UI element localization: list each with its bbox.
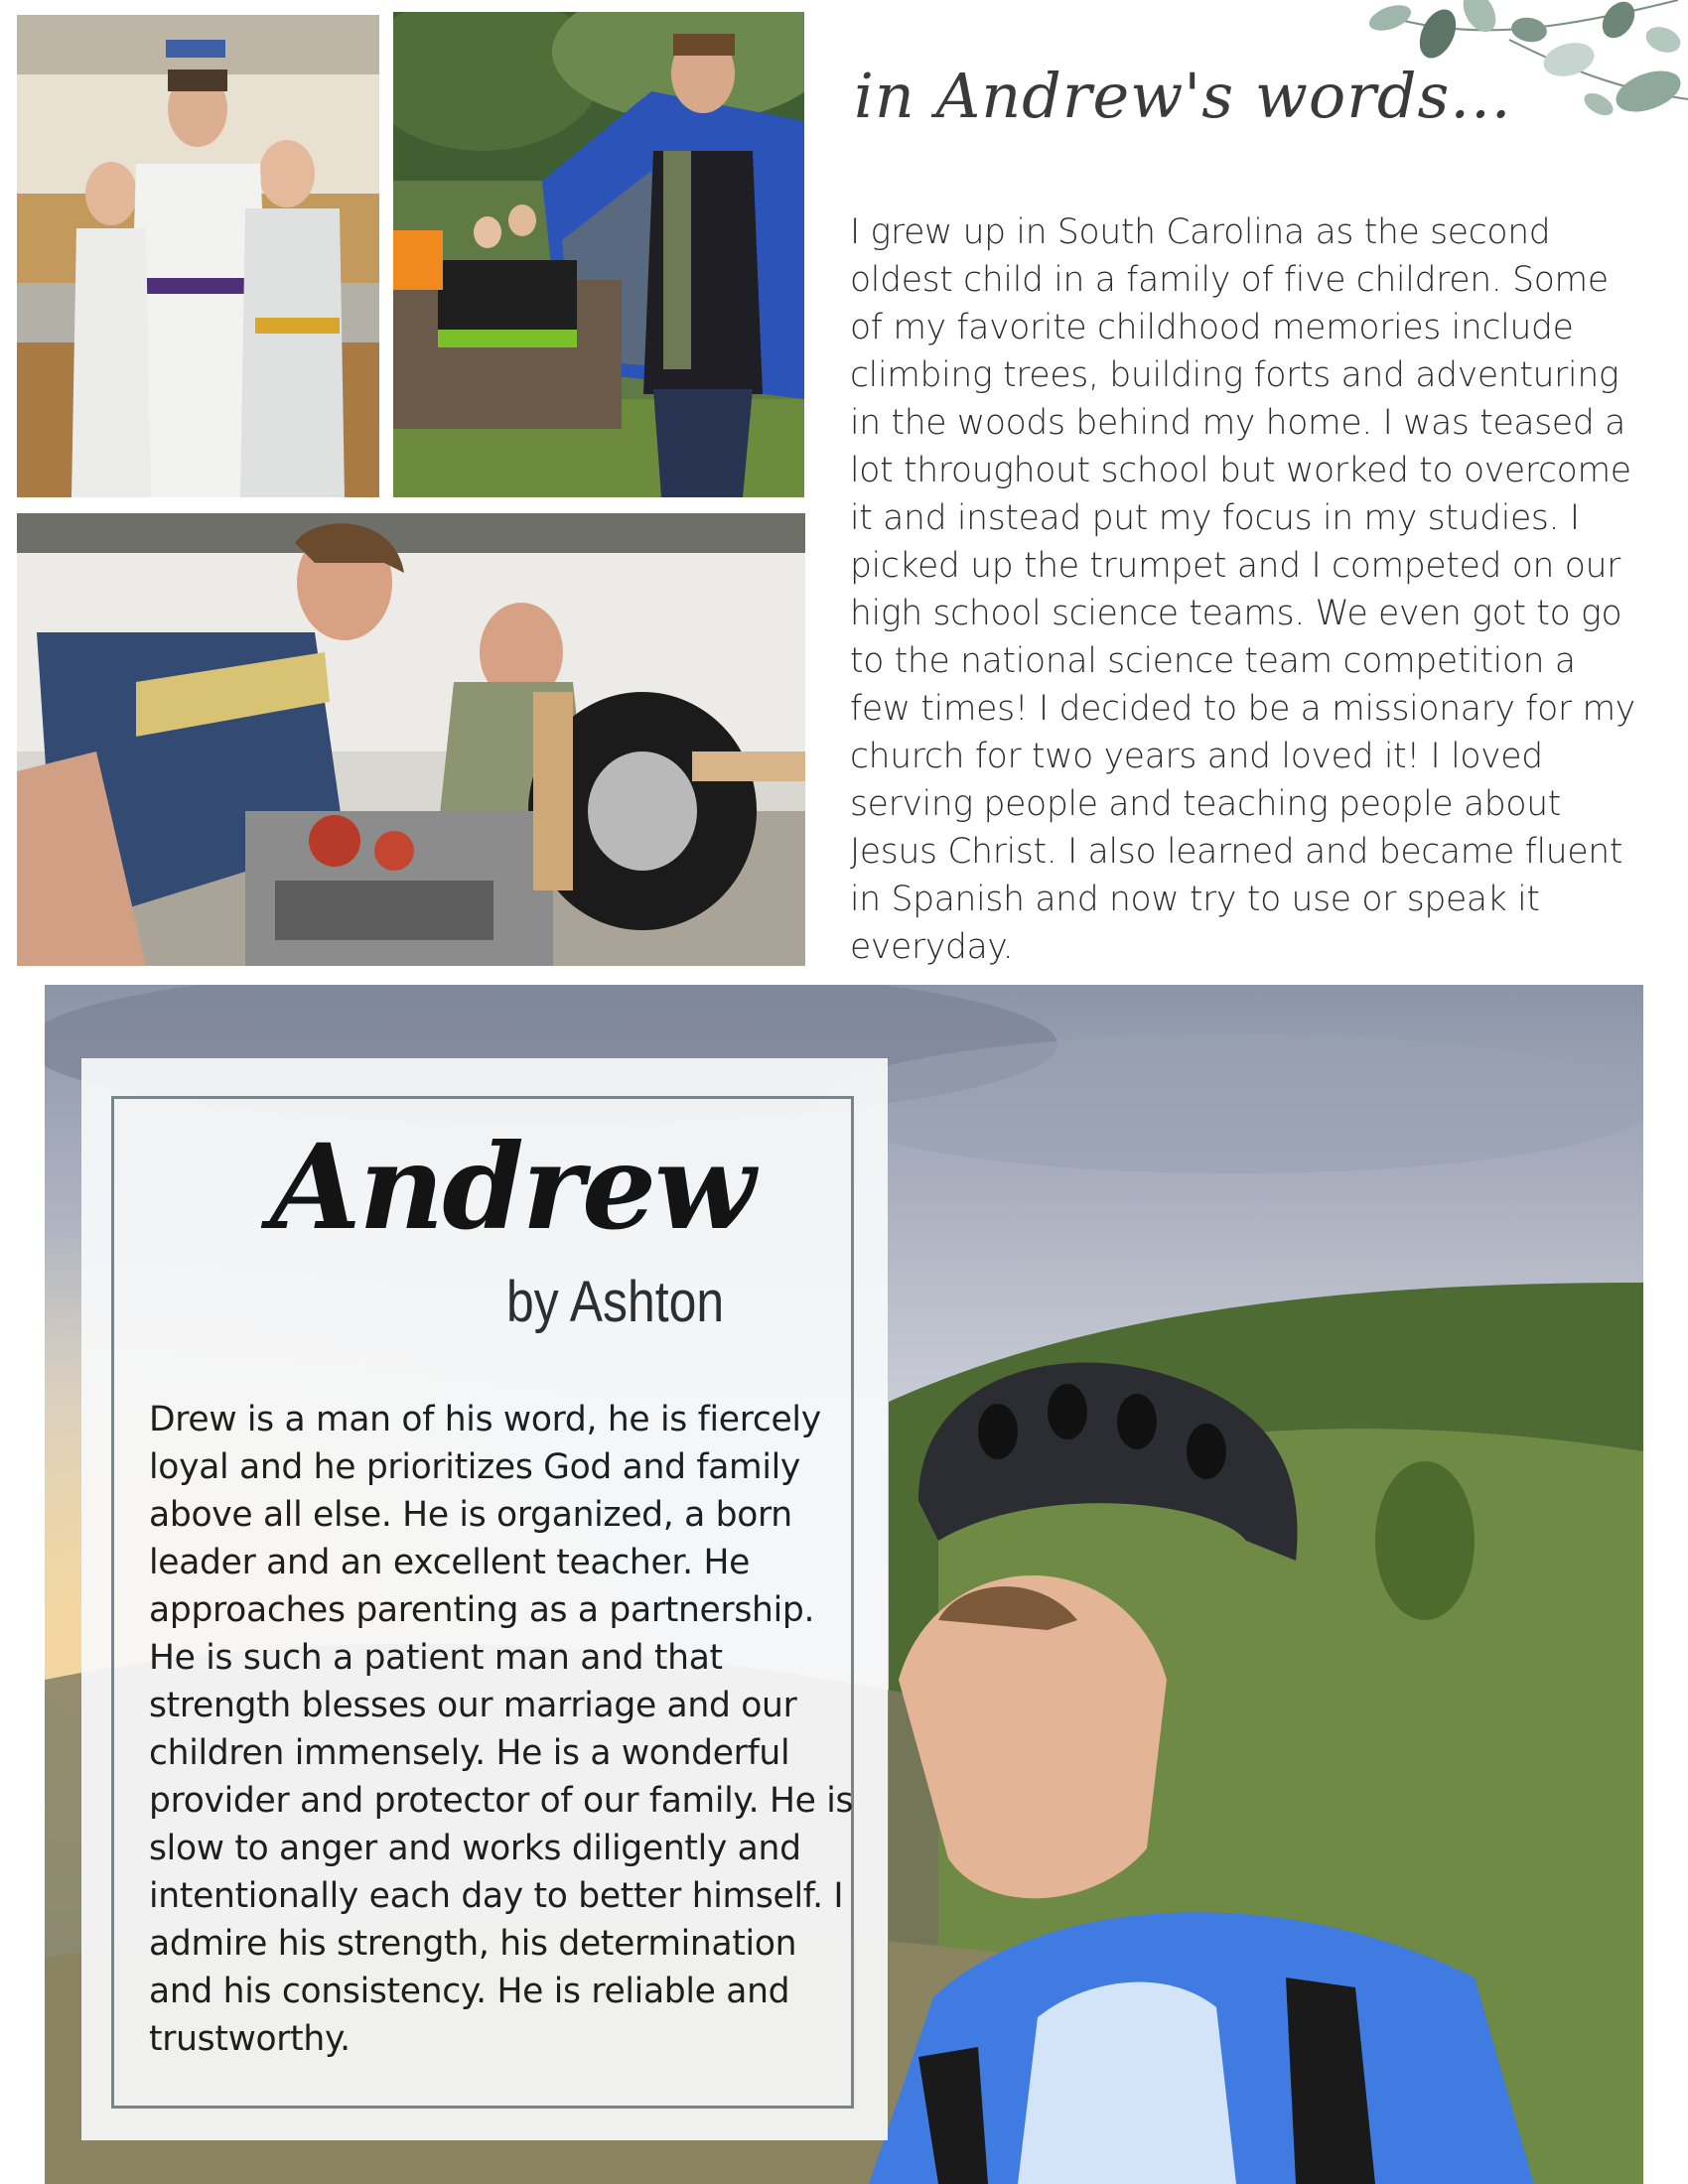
card-name-title: Andrew xyxy=(270,1118,754,1256)
photo-karate-family xyxy=(17,15,379,497)
photo-camping-tent xyxy=(393,12,804,497)
card-byline: by Ashton xyxy=(506,1270,725,1334)
tribute-card xyxy=(81,1058,888,2140)
card-tribute-text: Drew is a man of his word, he is fiercely loyal and he prioritizes God and family above all else. He is organized, a born leader and an excellent teacher. He approaches parenting as a partnership. He is such a patient man and that strength blesses our marriage and our children immensely. He is a wonderful provider and protector of our family. He is slow to anger and works diligently and intentionally each day to better himself. I admire his strength, his determination and his consistency. He is reliable and trustworthy. xyxy=(149,1400,854,2059)
photo-engine-workshop xyxy=(17,513,805,966)
story-paragraph: I grew up in South Carolina as the second oldest child in a family of five children. Some of my favorite childhood memories include climbing trees, building forts and adventuring in the woods behind my home. I was teased a lot throughout school but worked to overcome it and instead put my focus in my studies. I picked up the trumpet and I competed on our high school science teams. We even got to go to the national science team competition a few times! I decided to be a missionary for my church for two years and loved it! I loved serving people and teaching people about Jesus Christ. I also learned and became fluent in Spanish and now try to use or speak it everyday. xyxy=(850,212,1635,967)
story-heading: in Andrew's words... xyxy=(854,60,1512,132)
